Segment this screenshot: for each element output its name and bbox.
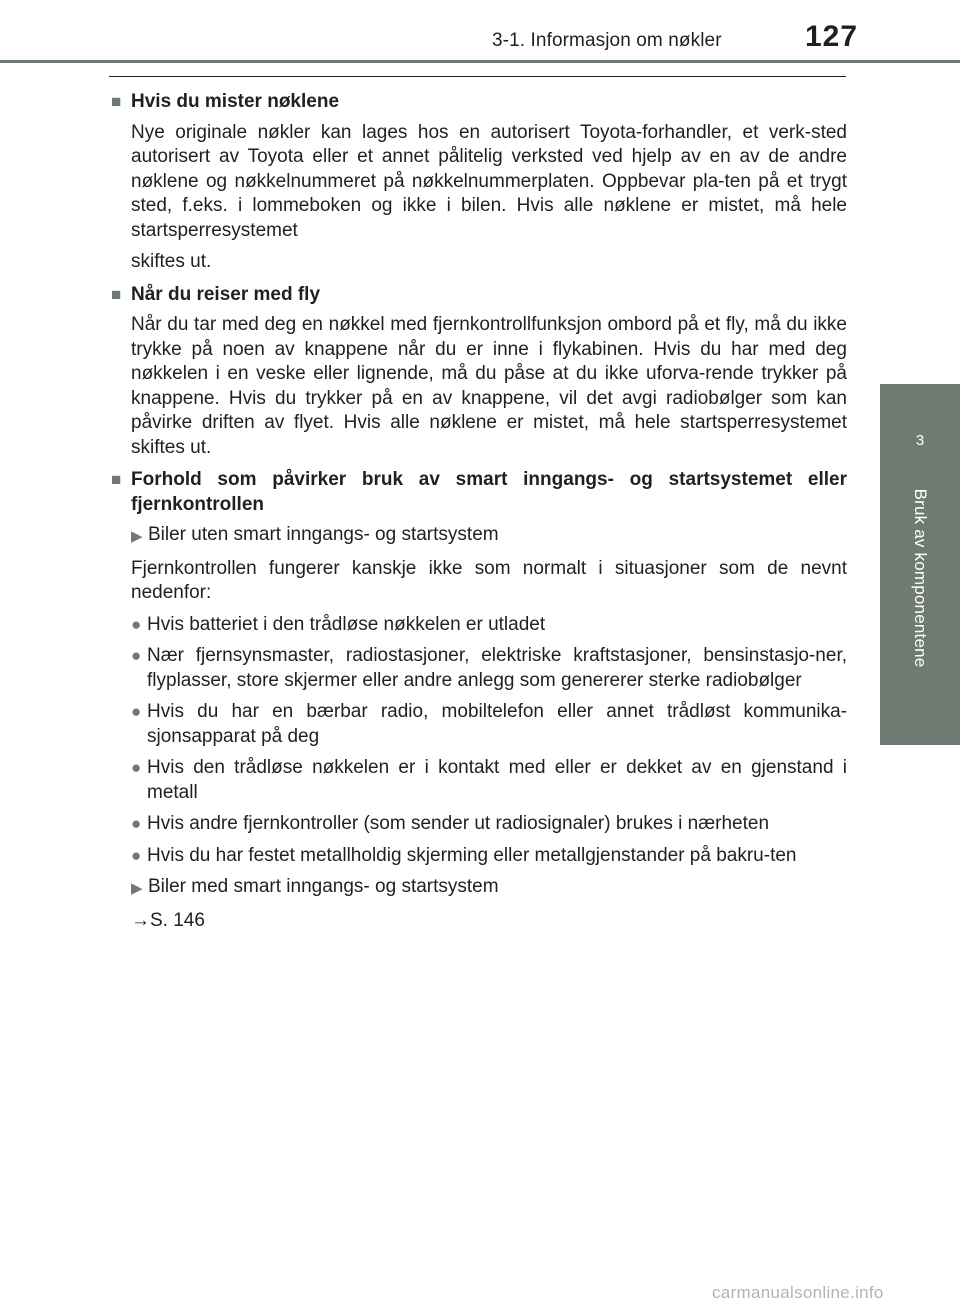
circle-bullet-icon: ●	[131, 758, 142, 777]
square-bullet-icon: ■	[111, 92, 122, 111]
watermark-text: carmanualsonline.info	[712, 1283, 884, 1302]
list-item-text: Hvis batteriet i den trådløse nøkkelen er utladet	[147, 613, 546, 635]
list-item-text: Nær fjernsynsmaster, radiostasjoner, elektriske kraftstasjoner, bensinstasjo-ner, flyplasser, store skjermer eller andre anlegg som genererer sterke radiobølger	[147, 645, 847, 691]
section-heading-lost-keys	[111, 90, 847, 115]
list-item	[111, 756, 847, 805]
page-number: 127	[805, 20, 859, 53]
heading-text: Forhold som påvirker bruk av smart inngangs- og startsystemet eller fjernkontrollen	[131, 469, 847, 515]
page-reference-link[interactable]: →S. 146	[131, 909, 205, 931]
circle-bullet-icon: ●	[131, 646, 142, 665]
square-bullet-icon: ■	[111, 470, 122, 489]
circle-bullet-icon: ●	[131, 614, 142, 634]
paragraph-lost-keys: Nye originale nøkler kan lages hos en autorisert Toyota-forhandler, et verk-sted autorisert av Toyota eller et annet pålitelig verksted ved hjelp av en av de andre nøklene og nøkkelnummeret på nøkkelnummerplaten. Oppbevar pla-ten på et trygt sted, f.eks. i lommeboken og ikke i bilen. Hvis alle nøklene er mistet, må hele startsperresystemet	[131, 121, 847, 241]
list-item	[111, 700, 847, 749]
list-item-text: Hvis du har en bærbar radio, mobiltelefon eller annet trådløst kommunika-sjonsapparat på deg	[147, 701, 847, 747]
subheading-with-smart-entry	[111, 875, 847, 902]
section-heading-conditions	[111, 468, 847, 517]
list-item	[111, 644, 847, 693]
header-rule	[0, 60, 960, 63]
page-content	[111, 90, 847, 933]
triangle-right-icon: ▶	[131, 528, 143, 545]
heading-text: Når du reiser med fly	[131, 283, 321, 305]
subheading-text: Biler uten smart inngangs- og startsystem	[148, 524, 499, 545]
subheading-without-smart-entry	[111, 523, 847, 550]
paragraph-flying: Når du tar med deg en nøkkel med fjernkontrollfunksjon ombord på et fly, må du ikke trykke på noen av knappene når du er inne i flykabinen. Hvis du har med deg nøkkelen i en veske eller lignende, må du påse at du ikke uforva-rende trykker på knappene. Hvis du trykker på en av knappene, vil det avgi radiobølger som kan påvirke driften av flyet. Hvis alle nøklene er mistet, må hele startsperresystemet skiftes ut.	[131, 314, 847, 458]
list-item	[111, 844, 847, 869]
circle-bullet-icon: ●	[131, 814, 142, 833]
heading-text: Hvis du mister nøklene	[131, 91, 340, 112]
header-section-title: 3-1. Informasjon om nøkler	[492, 30, 722, 51]
list-item	[111, 812, 847, 837]
list-item-text: Hvis andre fjernkontroller (som sender ut radiosignaler) brukes i nærheten	[147, 813, 770, 834]
circle-bullet-icon: ●	[131, 702, 142, 721]
section-heading-flying	[111, 283, 847, 308]
paragraph-lost-keys-continuation: skiftes ut.	[131, 251, 212, 272]
chapter-title: Bruk av komponentene	[911, 488, 930, 668]
list-item-text: Hvis den trådløse nøkkelen er i kontakt med eller er dekket av en gjenstand i metall	[147, 757, 847, 803]
content-top-rule	[109, 76, 846, 77]
list-item	[111, 613, 847, 638]
circle-bullet-icon: ●	[131, 845, 142, 865]
square-bullet-icon: ■	[111, 284, 122, 304]
chapter-number: 3	[915, 432, 925, 449]
paragraph-conditions-intro: Fjernkontrollen fungerer kanskje ikke som normalt i situasjoner som de nevnt nedenfor:	[131, 557, 847, 603]
triangle-right-icon: ▶	[131, 880, 143, 897]
list-item-text: Hvis du har festet metallholdig skjerming eller metallgjenstander på bakru-ten	[147, 844, 797, 866]
subheading-text: Biler med smart inngangs- og startsystem	[148, 876, 499, 897]
chapter-side-tab	[880, 384, 960, 745]
